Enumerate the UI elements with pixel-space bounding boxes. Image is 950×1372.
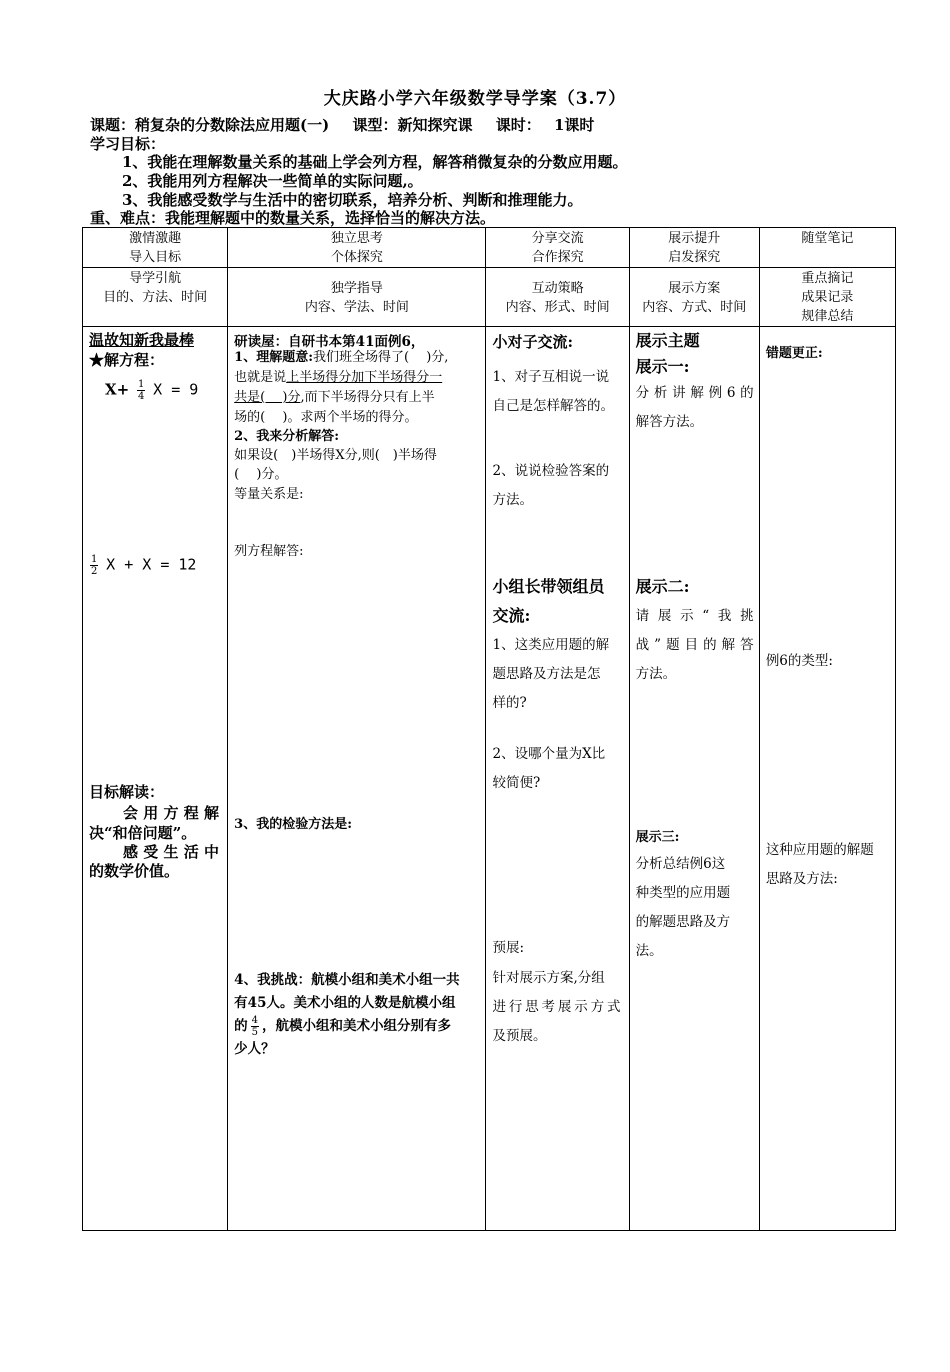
pair-line: 自己是怎样解答的。 (492, 398, 614, 414)
pair-title: 小对子交流: (492, 333, 574, 351)
goal-item-1: 1、我能在理解数量关系的基础上学会列方程，解答稍微复杂的分数应用题。 (122, 153, 628, 171)
lesson-time-value: 1课时 (553, 116, 595, 134)
fraction-1-4: $\frac{1}{4}$ (138, 379, 145, 402)
group-line: 题思路及方法是怎 (492, 666, 601, 682)
show3-line: 法。 (635, 943, 663, 959)
show2-line: 战”题目的解答 (635, 637, 754, 653)
q1-line: 也就是说上半场得分加下半场得分一 (234, 370, 443, 385)
preview-line: 针对展示方案,分组 (492, 970, 605, 986)
q2-line: 如果设( )半场得X分,则( )半场得 (234, 448, 437, 463)
pair-line: 方法。 (492, 492, 533, 508)
study-house: 研读屋：自研书本第41面例6， (234, 334, 425, 350)
show3-line: 分析总结例6这 (635, 856, 726, 872)
group-line: 2、设哪个量为X比 (492, 746, 606, 762)
lesson-meta (90, 116, 612, 135)
goal-read-line: 感受生活中 (123, 843, 219, 861)
show2-title: 展示二: (635, 577, 690, 596)
show3-title: 展示三: (635, 830, 680, 845)
group-line: 较简便? (492, 775, 541, 791)
show3-line: 的解题思路及方 (635, 914, 731, 930)
goals-heading: 学习目标： (90, 135, 166, 153)
table-header-row-2 (83, 268, 896, 327)
header-cell: 展示提升 启发探究 (629, 228, 759, 268)
col-notes (759, 327, 895, 1231)
col-intro (83, 327, 228, 1231)
show1-title: 展示一: (635, 357, 690, 376)
preview-line: 进行思考展示方式 (492, 999, 621, 1015)
header-cell: 独学指导 内容、学法、时间 (228, 268, 486, 327)
review-title: 温故知新我最棒 (89, 331, 195, 349)
equation-2: $\frac{1}{2}$ X + X = 12 (91, 554, 197, 577)
header-cell: 随堂笔记 (759, 228, 895, 268)
equation-1: X+ $\frac{1}{4}$ X = 9 (105, 379, 199, 402)
show1-line: 分析讲解例6的 (635, 385, 754, 401)
q2-label: 2、我来分析解答: (234, 429, 340, 444)
lesson-subject: 课题：稍复杂的分数除法应用题(一) (90, 116, 330, 134)
method-note-line: 这种应用题的解题 (765, 842, 874, 858)
show1-line: 解答方法。 (635, 414, 704, 430)
q4-challenge: 4、我挑战：航模小组和美术小组一共 有45人。美术小组的人数是航模小组 的 $\frac{4}{5}$ ，航模小组和美术小组分别有多 少人？ (234, 972, 460, 1057)
group-title: 交流: (492, 606, 531, 625)
lesson-time-label: 课时： (495, 116, 541, 134)
goal-read-line: 的数学价值。 (89, 862, 180, 880)
fraction-4-5: $\frac{4}{5}$ (251, 1015, 259, 1038)
col-presentation (629, 327, 759, 1231)
goal-item-2: 2、我能用列方程解决一些简单的实际问题,。 (122, 172, 423, 190)
header-cell: 导学引航 目的、方法、时间 (83, 268, 228, 327)
q1-line: 共是( )分,而下半场得分只有上半 (234, 390, 435, 405)
q3-label: 3、我的检验方法是: (234, 817, 353, 832)
lesson-type: 课型：新知探究课 (352, 116, 473, 134)
preview-label: 预展: (492, 940, 525, 956)
fraction-1-2: $\frac{1}{2}$ (91, 554, 98, 577)
solve-label: ★解方程： (89, 351, 165, 369)
group-line: 1、这类应用题的解 (492, 637, 610, 653)
method-note-line: 思路及方法: (765, 871, 838, 887)
header-cell: 独立思考 个体探究 (228, 228, 486, 268)
show2-line: 方法。 (635, 666, 677, 682)
preview-line: 及预展。 (492, 1028, 547, 1044)
col-discussion (486, 327, 629, 1231)
table-body-row (83, 327, 896, 1231)
error-fix-label: 错题更正: (765, 346, 823, 361)
type-note-label: 例6的类型: (765, 653, 833, 669)
q2-equation: 列方程解答: (234, 544, 304, 559)
goal-read-title: 目标解读： (89, 783, 165, 801)
goal-read-line: 决“和倍问题”。 (89, 824, 197, 842)
q1-line: 场的( )。求两个半场的得分。 (234, 410, 418, 425)
table-header-row-1 (83, 228, 896, 268)
page-title: 大庆路小学六年级数学导学案（3.7） (323, 89, 627, 109)
q2-relation: 等量关系是: (234, 487, 304, 502)
header-cell: 激情激趣 导入目标 (83, 228, 228, 268)
lesson-table (82, 227, 896, 1231)
pair-line: 1、对子互相说一说 (492, 369, 610, 385)
show-theme: 展示主题 (635, 331, 700, 350)
goal-read-line: 会用方程解 (123, 804, 219, 822)
goal-item-3: 3、我能感受数学与生活中的密切联系，培养分析、判断和推理能力。 (122, 191, 583, 209)
group-line: 样的? (492, 695, 527, 711)
group-title: 小组长带领组员 (492, 577, 605, 596)
key-points: 重、难点：我能理解题中的数量关系，选择恰当的解决方法。 (90, 209, 496, 227)
header-cell: 重点摘记 成果记录 规律总结 (759, 268, 895, 327)
header-cell: 展示方案 内容、方式、时间 (629, 268, 759, 327)
q1-line: 1、理解题意:我们班全场得了( )分, (234, 350, 449, 365)
pair-line: 2、说说检验答案的 (492, 463, 610, 479)
q2-line: ( )分。 (234, 467, 288, 482)
header-cell: 互动策略 内容、形式、时间 (486, 268, 629, 327)
show2-line: 请展示“我挑 (635, 608, 754, 624)
header-cell: 分享交流 合作探究 (486, 228, 629, 268)
col-self-study (228, 327, 486, 1231)
show3-line: 种类型的应用题 (635, 885, 731, 901)
